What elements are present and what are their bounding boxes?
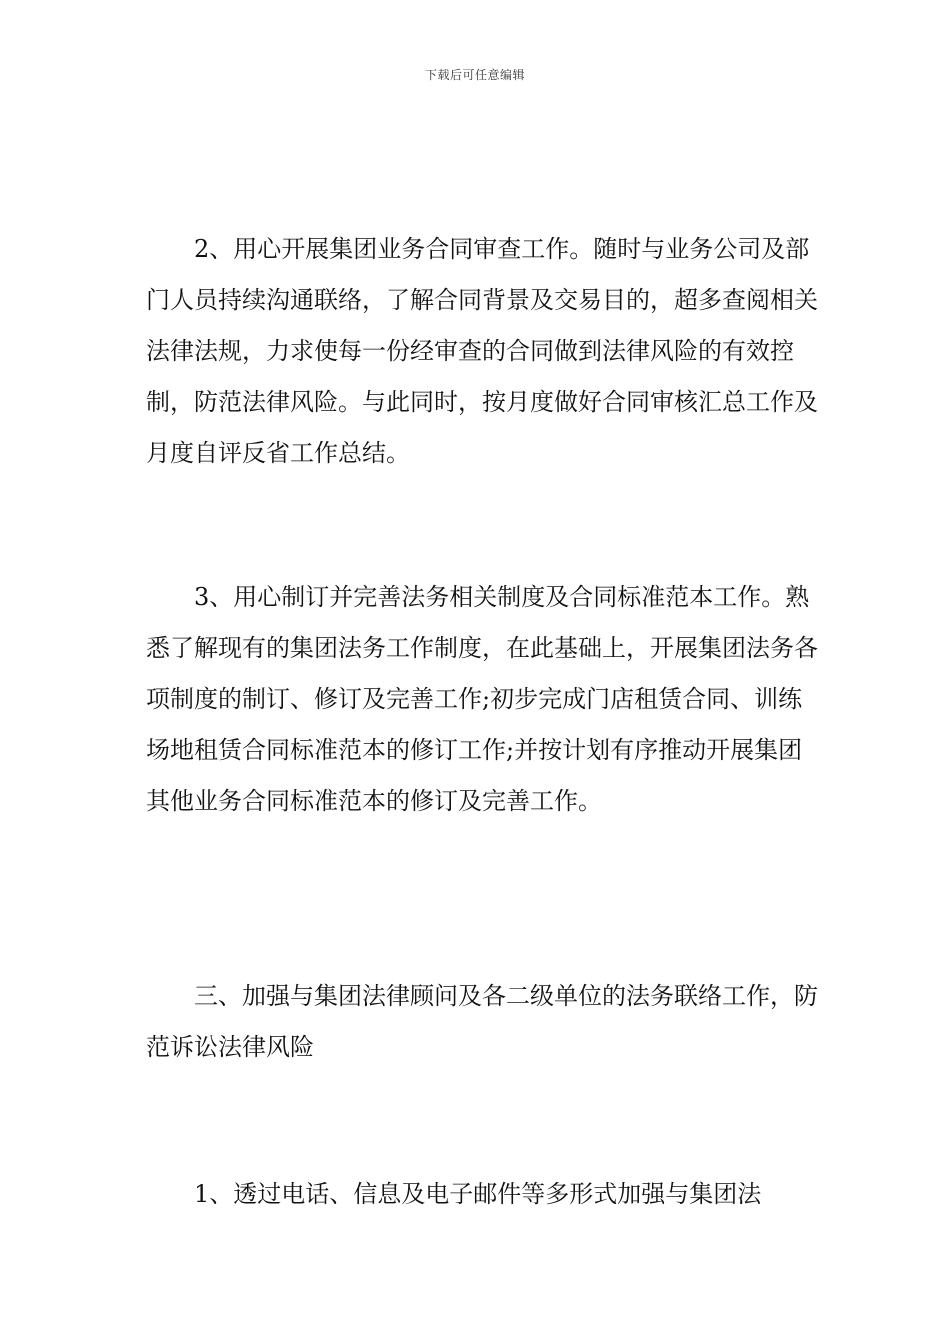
paragraph-communication: 1、透过电话、信息及电子邮件等多形式加强与集团法 <box>194 1180 762 1208</box>
header-note: 下载后可任意编辑 <box>424 68 525 82</box>
paragraph-contract-review: 2、用心开展集团业务合同审查工作。随时与业务公司及部门人员持续沟通联络，了解合同背景及交易目的，超多查阅相关法律法规，力求使每一份经审查的合同做到法律风险的有效控制，防范法律风险。与此同时，按月度做好合同审核汇总工作及月度自评反省工作总结。 <box>146 235 818 467</box>
section-heading-legal-liaison: 三、加强与集团法律顾问及各二级单位的法务联络工作，防范诉讼法律风险 <box>146 982 818 1061</box>
paragraph-standard-templates: 3、用心制订并完善法务相关制度及合同标准范本工作。熟悉了解现有的集团法务工作制度，在此基础上，开展集团法务各项制度的制订、修订及完善工作;初步完成门店租赁合同、训练场地租赁合同标准范本的修订工作;并按计划有序推动开展集团其他业务合同标准范本的修订及完善工作。 <box>146 583 818 815</box>
